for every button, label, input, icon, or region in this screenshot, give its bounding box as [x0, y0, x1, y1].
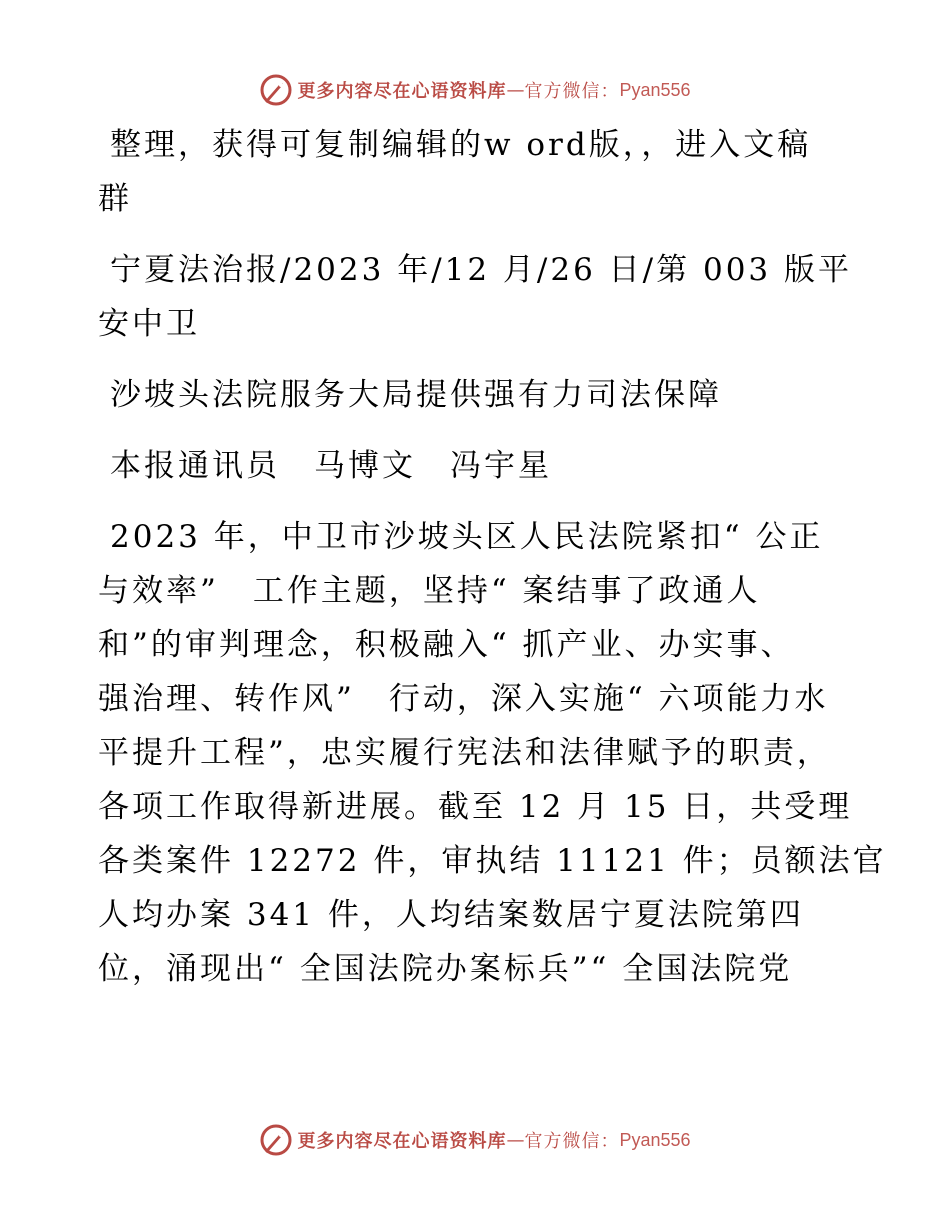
body-line: 2023 年，中卫市沙坡头区人民法院紧扣“ 公正	[110, 519, 824, 555]
body-line: 人均办案 341 件，人均结案数居宁夏法院第四	[98, 897, 804, 933]
source-line: 安中卫	[98, 306, 200, 342]
title-line: 沙坡头法院服务大局提供强有力司法保障	[110, 377, 722, 413]
watermark-text: 更多内容尽在心语资料库	[297, 81, 507, 102]
intro-paragraph	[98, 118, 858, 226]
pen-logo-icon	[259, 1123, 293, 1157]
watermark-dash: —	[506, 1129, 525, 1151]
body-line: 各项工作取得新进展。截至 12 月 15 日，共受理	[98, 789, 853, 825]
body-line: 强治理、转作风” 行动，深入实施“ 六项能力水	[98, 681, 829, 717]
source-paragraph	[98, 243, 858, 351]
article-title	[98, 368, 858, 422]
byline	[98, 439, 858, 493]
body-line: 与效率” 工作主题，坚持“ 案结事了政通人	[98, 573, 761, 609]
byline-line: 本报通讯员 马博文 冯宇星	[110, 448, 552, 484]
body-line: 各类案件 12272 件，审执结 11121 件；员额法官	[98, 843, 887, 879]
watermark-label: 官方微信：	[524, 1131, 620, 1152]
body-line: 平提升工程”，忠实履行宪法和法律赋予的职责，	[98, 735, 831, 771]
watermark-label: 官方微信：	[524, 81, 620, 102]
intro-line: 整理，获得可复制编辑的w ord版，，进入文稿	[110, 127, 812, 163]
intro-line: 群	[98, 181, 132, 217]
footer-watermark	[0, 1120, 950, 1160]
body-line: 和”的审判理念，积极融入“ 抓产业、办实事、	[98, 627, 795, 663]
body-paragraph	[98, 510, 887, 996]
pen-logo-icon	[259, 73, 293, 107]
watermark-dash: —	[506, 79, 525, 101]
watermark-wechat-id: Pyan556	[619, 1129, 691, 1150]
header-watermark	[0, 70, 950, 110]
source-line: 宁夏法治报/2023 年/12 月/26 日/第 003 版平	[110, 252, 853, 288]
watermark-wechat-id: Pyan556	[619, 79, 691, 100]
watermark-text: 更多内容尽在心语资料库	[297, 1131, 507, 1152]
document-body	[98, 118, 887, 1013]
body-line: 位，涌现出“ 全国法院办案标兵”“ 全国法院党	[98, 951, 793, 987]
